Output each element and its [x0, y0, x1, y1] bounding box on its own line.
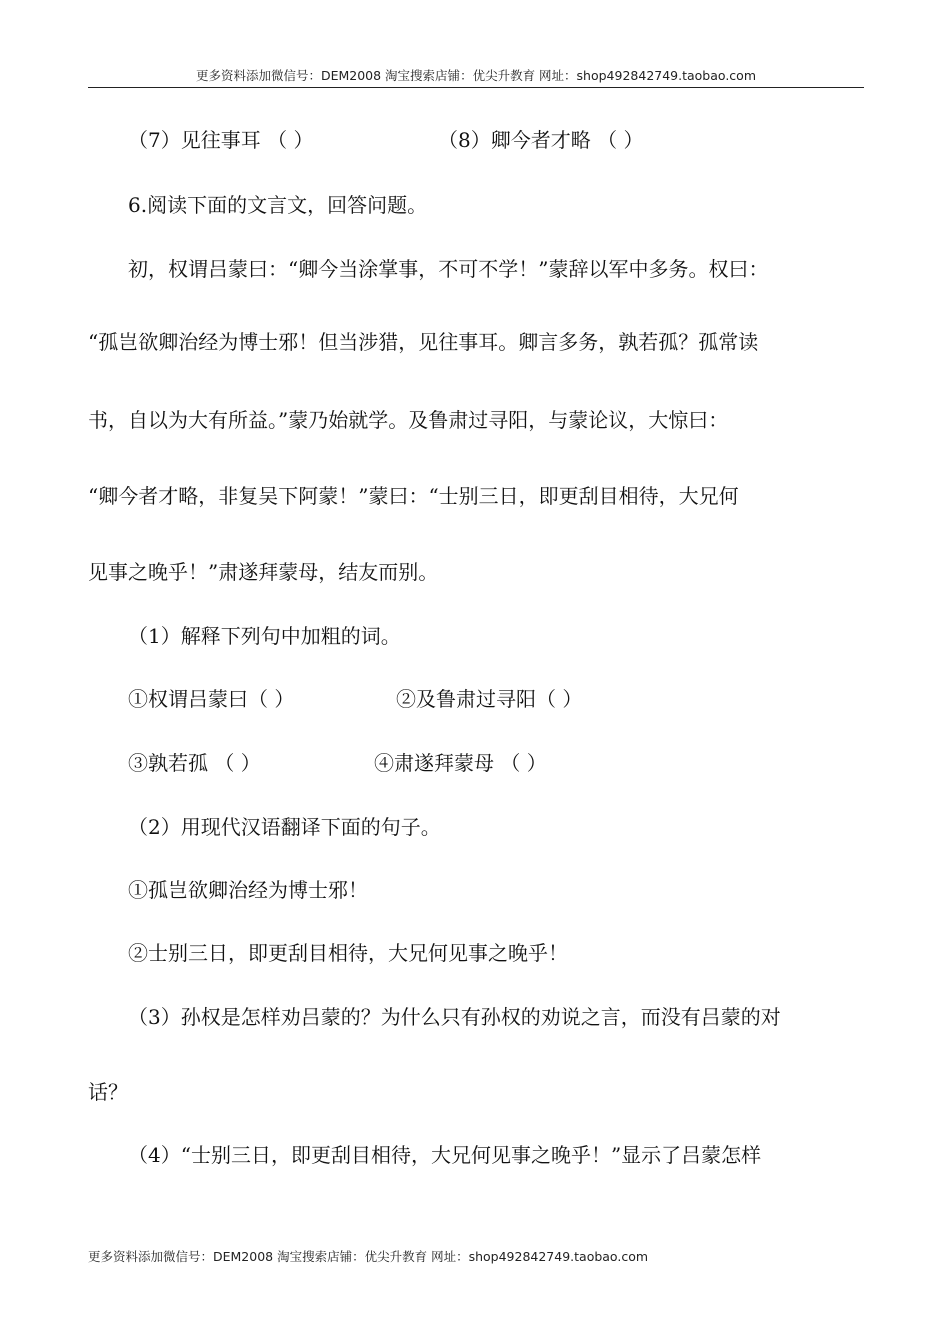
question-7: （7）见往事耳 （ ） — [128, 128, 314, 152]
passage-line-4: “卿今者才略，非复吴下阿蒙！”蒙曰：“士别三日，即更刮目相待，大兄何 — [88, 484, 739, 508]
sub-question-3-line-2: 话？ — [88, 1080, 128, 1104]
sub-question-4-line-1: （4）“士别三日，即更刮目相待，大兄何见事之晚乎！”显示了吕蒙怎样 — [128, 1143, 762, 1167]
translate-2: ②士别三日，即更刮目相待，大兄何见事之晚乎！ — [128, 941, 568, 965]
passage-line-5: 见事之晚乎！”肃遂拜蒙母，结友而别。 — [88, 560, 439, 584]
passage-line-2: “孤岂欲卿治经为博士邪！但当涉猎，见往事耳。卿言多务，孰若孤？孤常读 — [88, 330, 759, 354]
sub-question-2: （2）用现代汉语翻译下面的句子。 — [128, 815, 441, 839]
item-4: ④肃遂拜蒙母 （ ） — [374, 751, 547, 775]
sub-question-3-line-1: （3）孙权是怎样劝吕蒙的？为什么只有孙权的劝说之言，而没有吕蒙的对 — [128, 1005, 781, 1029]
header-divider — [88, 87, 864, 88]
translate-1: ①孤岂欲卿治经为博士邪！ — [128, 878, 368, 902]
question-8: （8）卿今者才略 （ ） — [438, 128, 644, 152]
page-header: 更多资料添加微信号：DEM2008 淘宝搜索店铺：优尖升教育 网址：shop492842749.taobao.com — [195, 68, 757, 83]
passage-line-3: 书，自以为大有所益。”蒙乃始就学。及鲁肃过寻阳，与蒙论议，大惊曰： — [88, 408, 729, 432]
passage-line-1: 初，权谓吕蒙曰：“卿今当涂掌事，不可不学！”蒙辞以军中多务。权曰： — [128, 257, 769, 281]
sub-question-1: （1）解释下列句中加粗的词。 — [128, 624, 401, 648]
item-3: ③孰若孤 （ ） — [128, 751, 261, 775]
question-6-title: 6.阅读下面的文言文，回答问题。 — [128, 193, 428, 217]
item-1: ①权谓吕蒙曰（ ） — [128, 687, 295, 711]
page-footer: 更多资料添加微信号：DEM2008 淘宝搜索店铺：优尖升教育 网址：shop492842749.taobao.com — [88, 1249, 649, 1264]
item-2: ②及鲁肃过寻阳（ ） — [396, 687, 583, 711]
